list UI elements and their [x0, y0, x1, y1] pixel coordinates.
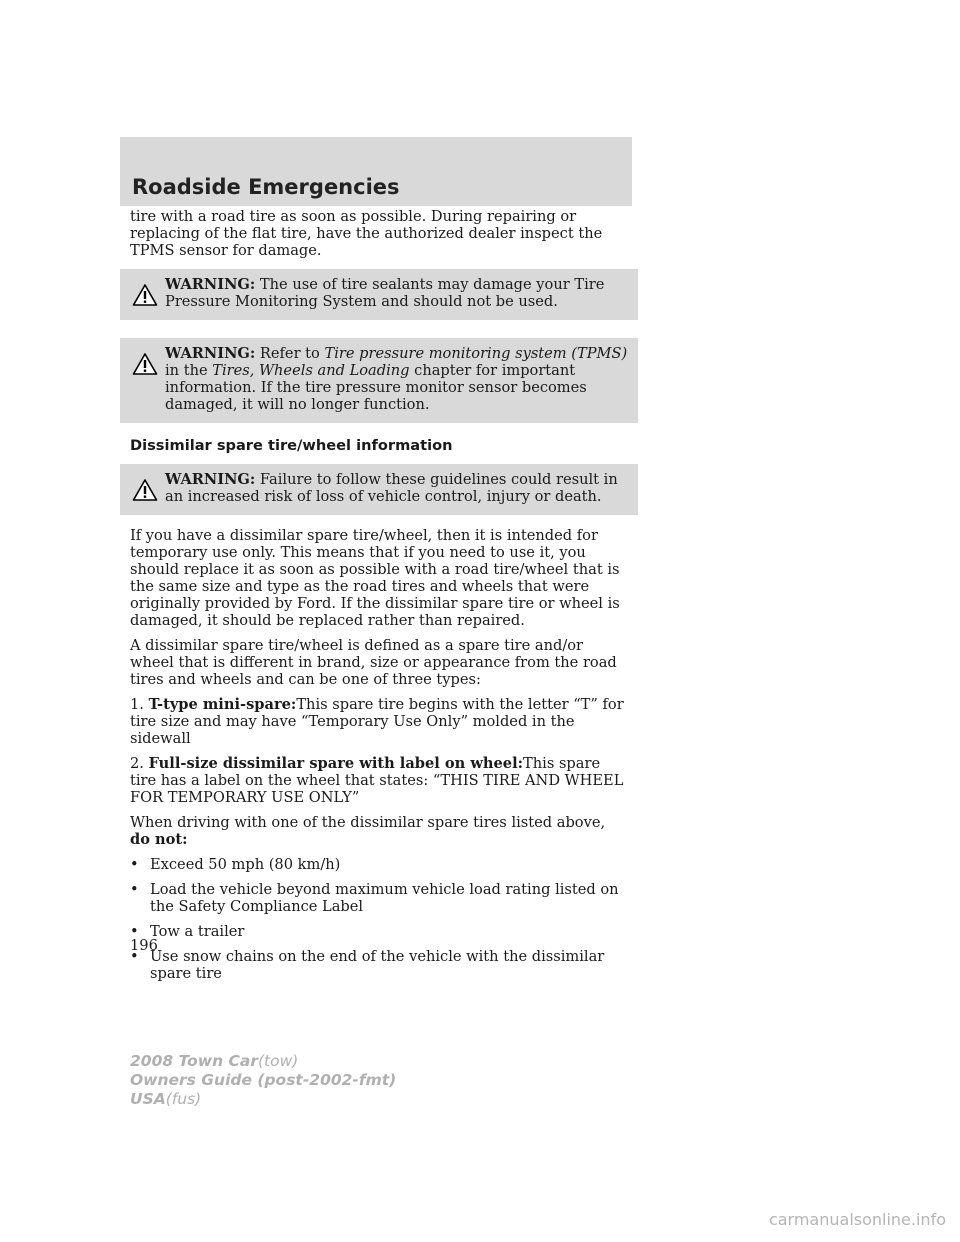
warning-refer-text: Refer to	[259, 345, 325, 362]
type-item-1: 1. T-type mini-spare:This spare tire begins with the letter “T” for tire size and may have “Temporary Use Only” molded in the sidewall	[130, 696, 624, 747]
type-item-1-text: This spare tire begins with the letter “T” for tire size and may have “Temporary Use Only” molded in the sidewall	[130, 696, 624, 747]
warning-triangle-icon	[132, 352, 158, 376]
warning-text: Failure to follow these guidelines could result in an increased risk of loss of vehicle control, injury or death.	[165, 471, 618, 505]
watermark-site: carmanualsonline.info	[768, 1210, 946, 1229]
warning-in-the-text: in the	[165, 362, 213, 379]
bullet-item: • Use snow chains on the end of the vehicle with the dissimilar spare tire	[130, 948, 628, 982]
bullet-item: • Load the vehicle beyond maximum vehicle load rating listed on the Safety Compliance Label	[130, 881, 628, 915]
type-item-1-title: T-type mini-spare:	[148, 696, 297, 713]
footer-market-code: (fus)	[165, 1090, 202, 1108]
dissimilar-spare-paragraph: If you have a dissimilar spare tire/wheel, then it is intended for temporary use only. This means that if you need to use it, you should replace it as soon as possible with a road tire/wheel that is the same size and type as the road tires and wheels that were originally provided by Ford. If the dissimilar spare tire or wheel is damaged, it should be replaced rather than repaired.	[130, 527, 620, 629]
section-title: Roadside Emergencies	[132, 175, 400, 199]
section-heading: Dissimilar spare tire/wheel information	[130, 437, 453, 454]
warning-triangle-icon	[132, 283, 158, 307]
warning-text: The use of tire sealants may damage your Tire Pressure Monitoring System and should not be used.	[165, 276, 605, 310]
section-header-band	[120, 137, 632, 206]
warning-label: WARNING:	[165, 471, 256, 488]
definition-paragraph: A dissimilar spare tire/wheel is defined as a spare tire and/or wheel that is different in brand, size or appearance from the road tires and wheels and can be one of three types:	[130, 637, 617, 688]
warning-box-tpms	[120, 338, 638, 423]
intro-paragraph: tire with a road tire as soon as possible. During repairing or replacing of the flat tire, have the authorized dealer inspect the TPMS sensor for damage.	[130, 208, 603, 259]
type-item-2: 2. Full-size dissimilar spare with label on wheel:This spare tire has a label on the wheel that states: “THIS TIRE AND WHEEL FOR TEMPORARY USE ONLY”	[130, 755, 624, 806]
document-footer	[130, 1052, 396, 1109]
footer-model-code: (tow)	[258, 1052, 299, 1070]
bullet-item: • Tow a trailer	[130, 923, 628, 940]
do-not-label: do not:	[130, 831, 188, 848]
warning-box-guidelines	[120, 464, 638, 515]
warning-reference-tpms: Tire pressure monitoring system (TPMS)	[324, 345, 628, 362]
page-number: 196	[130, 937, 158, 954]
type-item-2-text: This spare tire has a label on the wheel that states: “THIS TIRE AND WHEEL FOR TEMPORARY USE ONLY”	[130, 755, 624, 806]
footer-guide-title: Owners Guide (post-2002-fmt)	[130, 1071, 397, 1089]
type-item-2-title: Full-size dissimilar spare with label on wheel:	[148, 755, 524, 772]
bullet-item: • Exceed 50 mph (80 km/h)	[130, 856, 628, 873]
warning-reference-chapter: Tires, Wheels and Loading	[212, 362, 410, 379]
warning-box-sealants	[120, 269, 638, 320]
footer-model: 2008 Town Car	[130, 1052, 258, 1070]
footer-market: USA	[130, 1090, 166, 1108]
warning-triangle-icon	[132, 478, 158, 502]
warning-remaining-text: chapter for important information. If the tire pressure monitor sensor becomes damaged, it will no longer function.	[165, 362, 587, 413]
warning-label: WARNING:	[165, 276, 256, 293]
warning-label: WARNING:	[165, 345, 256, 362]
driving-restrictions-intro: When driving with one of the dissimilar spare tires listed above, do not:	[130, 814, 606, 848]
page-content	[130, 208, 628, 990]
